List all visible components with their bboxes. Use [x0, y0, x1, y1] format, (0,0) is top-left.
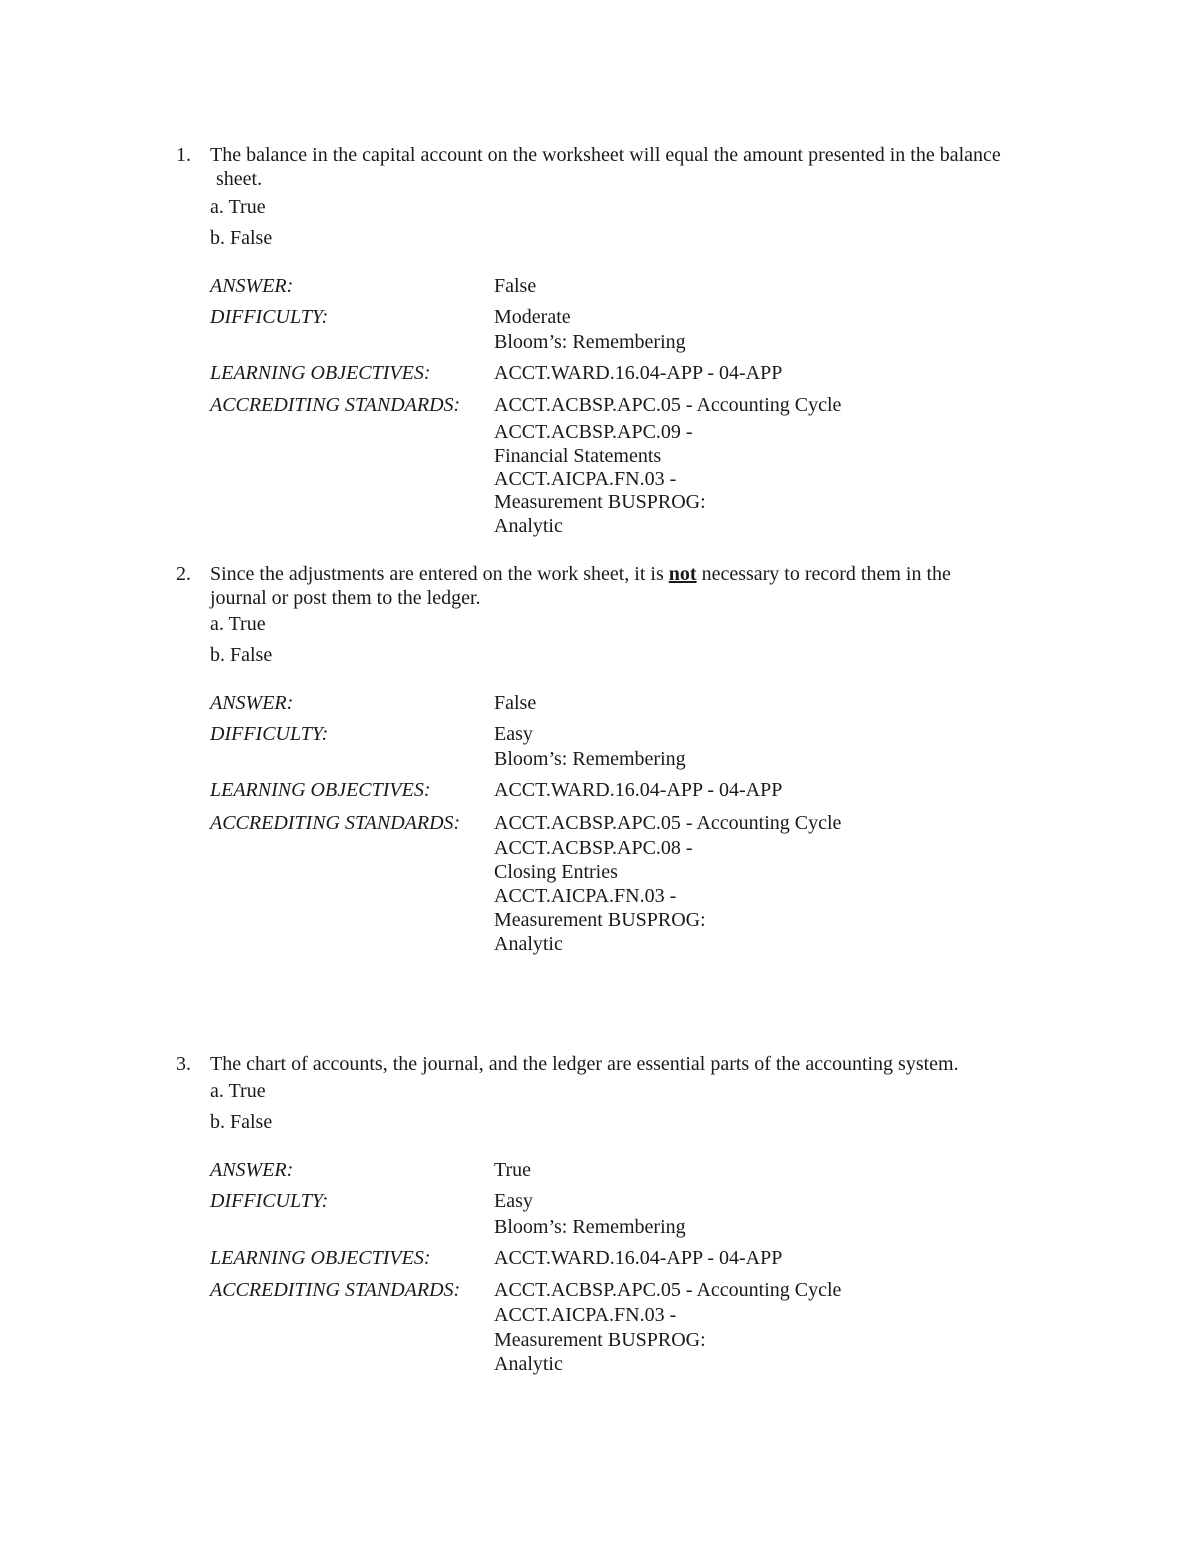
- question-number: 1.: [176, 144, 191, 166]
- emphasis-not: not: [668, 563, 697, 585]
- option-b: b. False: [210, 644, 273, 666]
- answer-value: False: [494, 275, 537, 297]
- difficulty-value: Easy: [494, 723, 533, 745]
- standard-line: ACCT.ACBSP.APC.05 - Accounting Cycle: [494, 812, 842, 834]
- standard-line: ACCT.AICPA.FN.03 -: [494, 468, 677, 490]
- accrediting-standards-label: ACCREDITING STANDARDS:: [210, 812, 461, 834]
- learning-objectives-label: LEARNING OBJECTIVES:: [210, 362, 431, 384]
- standard-line: ACCT.ACBSP.APC.05 - Accounting Cycle: [494, 1279, 842, 1301]
- accrediting-standards-label: ACCREDITING STANDARDS:: [210, 1279, 461, 1301]
- question-text-part: necessary to record them in the: [696, 563, 951, 585]
- learning-objectives-value: ACCT.WARD.16.04-APP - 04-APP: [494, 1247, 783, 1269]
- question-text-part: Since the adjustments are entered on the work sheet, it is: [210, 563, 669, 585]
- standard-line: Financial Statements: [494, 445, 662, 467]
- question-text-line: journal or post them to the ledger.: [210, 587, 481, 609]
- standard-line: ACCT.AICPA.FN.03 -: [494, 885, 677, 907]
- standard-line: Measurement BUSPROG:: [494, 1329, 706, 1351]
- question-text-line: The chart of accounts, the journal, and the ledger are essential parts of the accounting system.: [210, 1053, 959, 1075]
- blooms-value: Bloom’s: Remembering: [494, 1216, 686, 1238]
- answer-value: True: [494, 1159, 532, 1181]
- learning-objectives-value: ACCT.WARD.16.04-APP - 04-APP: [494, 362, 783, 384]
- standard-line: ACCT.ACBSP.APC.08 -: [494, 837, 693, 859]
- standard-line: Measurement BUSPROG:: [494, 909, 706, 931]
- question-text-line: sheet.: [216, 168, 263, 190]
- blooms-value: Bloom’s: Remembering: [494, 748, 686, 770]
- difficulty-value: Moderate: [494, 306, 571, 328]
- learning-objectives-label: LEARNING OBJECTIVES:: [210, 779, 431, 801]
- difficulty-label: DIFFICULTY:: [210, 723, 329, 745]
- learning-objectives-value: ACCT.WARD.16.04-APP - 04-APP: [494, 779, 783, 801]
- standard-line: Closing Entries: [494, 861, 618, 883]
- answer-label: ANSWER:: [210, 692, 294, 714]
- standard-line: ACCT.AICPA.FN.03 -: [494, 1304, 677, 1326]
- difficulty-label: DIFFICULTY:: [210, 1190, 329, 1212]
- difficulty-value: Easy: [494, 1190, 533, 1212]
- question-text: [210, 143, 1070, 191]
- question-text: [210, 1052, 1070, 1076]
- option-a: a. True: [210, 196, 266, 218]
- learning-objectives-label: LEARNING OBJECTIVES:: [210, 1247, 431, 1269]
- answer-label: ANSWER:: [210, 1159, 294, 1181]
- question-text-line: The balance in the capital account on the worksheet will equal the amount presented in the balance: [210, 144, 1001, 166]
- question-number: 3.: [176, 1053, 191, 1075]
- accrediting-standards-label: ACCREDITING STANDARDS:: [210, 394, 461, 416]
- difficulty-label: DIFFICULTY:: [210, 306, 329, 328]
- option-a: a. True: [210, 613, 266, 635]
- standard-line: Measurement BUSPROG:: [494, 491, 706, 513]
- answer-value: False: [494, 692, 537, 714]
- option-b: b. False: [210, 1111, 273, 1133]
- standard-line: Analytic: [494, 933, 563, 955]
- standard-line: Analytic: [494, 515, 563, 537]
- option-a: a. True: [210, 1080, 266, 1102]
- question-number: 2.: [176, 563, 191, 585]
- answer-label: ANSWER:: [210, 275, 294, 297]
- question-text: [210, 562, 1070, 610]
- standard-line: ACCT.ACBSP.APC.05 - Accounting Cycle: [494, 394, 842, 416]
- blooms-value: Bloom’s: Remembering: [494, 331, 686, 353]
- standard-line: ACCT.ACBSP.APC.09 -: [494, 421, 693, 443]
- standard-line: Analytic: [494, 1353, 563, 1375]
- option-b: b. False: [210, 227, 273, 249]
